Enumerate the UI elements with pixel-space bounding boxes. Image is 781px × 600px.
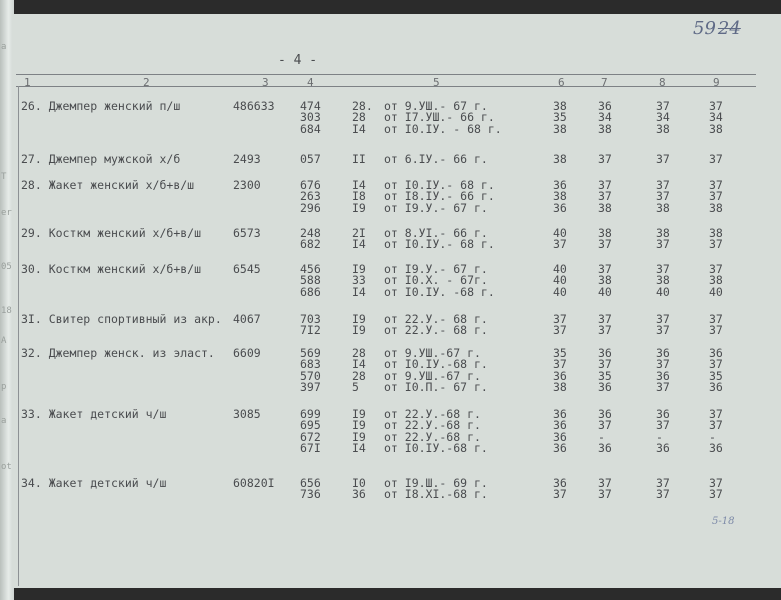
cell-col8: 37 — [656, 178, 670, 192]
cell-col4: 569 — [300, 346, 321, 360]
cell-qty: I9 — [352, 429, 366, 444]
row-item-name: 32. Джемпер женск. из эласт. — [21, 346, 215, 360]
column-header-3: 3 — [262, 76, 269, 89]
cell-qty: 2I — [352, 226, 366, 240]
cell-date: от 8.УI.- 66 г. — [384, 226, 488, 240]
cell-col9: 37 — [709, 189, 723, 204]
cell-col9: 37 — [709, 476, 723, 490]
cell-date: от I0.IУ.- 68 г. — [384, 178, 495, 192]
cell-col8: 37 — [656, 323, 670, 338]
cell-col4: 699 — [300, 407, 321, 421]
handwritten-sheet-number — [693, 18, 741, 39]
cell-date: от 9.УШ.- 67 г. — [384, 99, 488, 113]
cell-qty: I4 — [352, 178, 366, 192]
corner-note: 5-18 — [712, 516, 735, 527]
cell-date: от I9.У.- 67 г. — [384, 262, 488, 276]
cell-col4: 248 — [300, 226, 321, 240]
cell-col8: 36 — [656, 368, 670, 383]
cell-date: от I8.XI.-68 г. — [384, 487, 488, 502]
cell-col8: 38 — [656, 273, 670, 288]
spine-mark: a — [1, 42, 7, 52]
cell-col8: 36 — [656, 407, 670, 421]
column-header-6: 6 — [558, 76, 565, 89]
cell-qty: 28 — [352, 368, 366, 383]
cell-col4: 7I2 — [300, 323, 321, 338]
cell-col8: 37 — [656, 418, 670, 433]
spine-mark: ot — [1, 462, 12, 472]
cell-date: от I9.Ш.- 69 г. — [384, 476, 488, 490]
cell-col9: 37 — [709, 178, 723, 192]
row-article-code: 6545 — [233, 262, 261, 276]
cell-date: от I8.IУ.- 66 г. — [384, 189, 495, 204]
cell-qty: 28. — [352, 99, 373, 113]
cell-qty: I4 — [352, 440, 366, 455]
cell-col9: 37 — [709, 99, 723, 113]
cell-col9: 35 — [709, 368, 723, 383]
cell-col9: - — [709, 429, 716, 444]
row-article-code: 3085 — [233, 407, 261, 421]
cell-col6: 37 — [553, 323, 567, 338]
cell-col7: 36 — [598, 440, 612, 455]
cell-date: от I7.УШ.- 66 г. — [384, 110, 495, 125]
row-article-code: 2300 — [233, 178, 261, 192]
cell-col9: 38 — [709, 273, 723, 288]
cell-qty: I9 — [352, 312, 366, 326]
cell-col9: 37 — [709, 312, 723, 326]
cell-col8: 36 — [656, 346, 670, 360]
cell-col6: 40 — [553, 226, 567, 240]
cell-col6: 37 — [553, 237, 567, 252]
cell-col4: 296 — [300, 200, 321, 215]
cell-col6: 38 — [553, 121, 567, 136]
cell-date: от I0.Х. - 67г. — [384, 273, 488, 288]
cell-col6: 36 — [553, 418, 567, 433]
cell-col8: 37 — [656, 476, 670, 490]
cell-col9: 40 — [709, 284, 723, 299]
cell-col6: 36 — [553, 429, 567, 444]
cell-date: от I0.IУ. -68 г. — [384, 284, 495, 299]
cell-col8: 37 — [656, 262, 670, 276]
cell-qty: II — [352, 152, 366, 166]
column-header-5: 5 — [433, 76, 440, 89]
spine-mark: р — [1, 382, 7, 392]
cell-col6: 36 — [553, 200, 567, 215]
spine-mark: 05 — [1, 262, 12, 272]
cell-date: от 22.У.-68 г. — [384, 418, 481, 433]
cell-col7: 34 — [598, 110, 612, 125]
cell-col7: 37 — [598, 237, 612, 252]
sheet-number-prev: 24 — [717, 18, 741, 39]
cell-col9: 36 — [709, 346, 723, 360]
cell-col6: 40 — [553, 273, 567, 288]
cell-qty: I9 — [352, 323, 366, 338]
cell-date: от I0.IУ. - 68 г. — [384, 121, 502, 136]
cell-col8: 37 — [656, 189, 670, 204]
cell-col8: 38 — [656, 226, 670, 240]
cell-col9: 37 — [709, 418, 723, 433]
cell-date: от 22.У.- 68 г. — [384, 312, 488, 326]
cell-qty: I9 — [352, 418, 366, 433]
cell-col7: 37 — [598, 189, 612, 204]
cell-col7: 38 — [598, 226, 612, 240]
cell-col4: 397 — [300, 379, 321, 394]
spine-mark: 18 — [1, 306, 12, 316]
cell-col4: 672 — [300, 429, 321, 444]
cell-col4: 474 — [300, 99, 321, 113]
cell-col4: 057 — [300, 152, 321, 166]
cell-col7: 36 — [598, 407, 612, 421]
page-number: - 4 - — [278, 53, 318, 68]
row-item-name: 33. Жакет детский ч/ш — [21, 407, 167, 421]
cell-col9: 37 — [709, 237, 723, 252]
cell-qty: I8 — [352, 189, 366, 204]
cell-col7: 37 — [598, 312, 612, 326]
cell-col6: 40 — [553, 284, 567, 299]
cell-col7: 40 — [598, 284, 612, 299]
cell-qty: 33 — [352, 273, 366, 288]
cell-col7: 38 — [598, 121, 612, 136]
cell-date: от I0.IУ.-68 г. — [384, 357, 488, 372]
cell-col8: 40 — [656, 284, 670, 299]
cell-col4: 684 — [300, 121, 321, 136]
cell-col7: 37 — [598, 152, 612, 166]
cell-col9: 34 — [709, 110, 723, 125]
cell-col6: 38 — [553, 379, 567, 394]
cell-date: от I0.IУ.- 68 г. — [384, 237, 495, 252]
cell-col4: 686 — [300, 284, 321, 299]
cell-col9: 36 — [709, 440, 723, 455]
cell-col9: 38 — [709, 226, 723, 240]
cell-col6: 36 — [553, 178, 567, 192]
cell-col4: 67I — [300, 440, 321, 455]
cell-col6: 35 — [553, 346, 567, 360]
cell-col8: 38 — [656, 200, 670, 215]
cell-col8: 37 — [656, 99, 670, 113]
cell-col7: 36 — [598, 99, 612, 113]
cell-col8: 37 — [656, 379, 670, 394]
header-rule-top — [16, 74, 756, 75]
cell-col6: 38 — [553, 152, 567, 166]
cell-qty: 5 — [352, 379, 359, 394]
cell-col9: 37 — [709, 357, 723, 372]
row-item-name: 30. Косткм женский х/б+в/ш — [21, 262, 202, 276]
row-item-name: 26. Джемпер женский п/ш — [21, 99, 181, 113]
cell-qty: 36 — [352, 487, 366, 502]
row-item-name: 29. Косткм женский х/б+в/ш — [21, 226, 202, 240]
cell-col4: 695 — [300, 418, 321, 433]
cell-date: от I0.IУ.-68 г. — [384, 440, 488, 455]
cell-col9: 37 — [709, 262, 723, 276]
cell-date: от 22.У.-68 г. — [384, 407, 481, 421]
cell-col9: 37 — [709, 407, 723, 421]
cell-col7: 37 — [598, 357, 612, 372]
cell-col8: 36 — [656, 440, 670, 455]
cell-col8: 38 — [656, 121, 670, 136]
row-article-code: 6573 — [233, 226, 261, 240]
cell-date: от 22.У.- 68 г. — [384, 323, 488, 338]
cell-col8: 37 — [656, 237, 670, 252]
cell-col8: 37 — [656, 357, 670, 372]
cell-col7: 36 — [598, 346, 612, 360]
row-item-name: 3I. Свитер спортивный из акр. — [21, 312, 222, 326]
left-margin-line — [18, 86, 19, 586]
cell-col9: 37 — [709, 152, 723, 166]
cell-date: от I0.П.- 67 г. — [384, 379, 488, 394]
cell-col4: 676 — [300, 178, 321, 192]
row-article-code: 4067 — [233, 312, 261, 326]
header-rule-bottom — [16, 86, 756, 87]
row-item-name: 28. Жакет женский х/б+в/ш — [21, 178, 195, 192]
column-header-1: 1 — [24, 76, 31, 89]
spine-mark: T — [1, 172, 7, 182]
cell-date: от 22.У.-68 г. — [384, 429, 481, 444]
cell-col4: 736 — [300, 487, 321, 502]
column-header-9: 9 — [713, 76, 720, 89]
row-item-name: 34. Жакет детский ч/ш — [21, 476, 167, 490]
column-header-4: 4 — [307, 76, 314, 89]
cell-col6: 36 — [553, 407, 567, 421]
cell-col8: - — [656, 429, 663, 444]
cell-col8: 37 — [656, 312, 670, 326]
cell-col8: 37 — [656, 152, 670, 166]
cell-col6: 38 — [553, 189, 567, 204]
cell-col6: 36 — [553, 476, 567, 490]
cell-qty: I4 — [352, 357, 366, 372]
column-header-8: 8 — [659, 76, 666, 89]
cell-col4: 682 — [300, 237, 321, 252]
cell-col7: 36 — [598, 379, 612, 394]
cell-qty: I0 — [352, 476, 366, 490]
cell-col7: 37 — [598, 262, 612, 276]
cell-qty: I4 — [352, 284, 366, 299]
cell-col4: 656 — [300, 476, 321, 490]
cell-col6: 38 — [553, 99, 567, 113]
cell-col7: 37 — [598, 476, 612, 490]
cell-col4: 303 — [300, 110, 321, 125]
cell-col9: 38 — [709, 200, 723, 215]
cell-col8: 34 — [656, 110, 670, 125]
cell-col6: 37 — [553, 357, 567, 372]
cell-col9: 37 — [709, 323, 723, 338]
cell-col4: 683 — [300, 357, 321, 372]
cell-col7: 35 — [598, 368, 612, 383]
row-article-code: 2493 — [233, 152, 261, 166]
spine-mark: er — [1, 208, 12, 218]
cell-col9: 37 — [709, 487, 723, 502]
cell-qty: 28 — [352, 346, 366, 360]
cell-col6: 37 — [553, 312, 567, 326]
cell-qty: I9 — [352, 200, 366, 215]
row-article-code: 486633 — [233, 99, 275, 113]
cell-col6: 35 — [553, 110, 567, 125]
column-header-7: 7 — [601, 76, 608, 89]
cell-qty: 28 — [352, 110, 366, 125]
cell-date: от 9.УШ.-67 г. — [384, 346, 481, 360]
cell-col7: 38 — [598, 200, 612, 215]
cell-date: от 6.IУ.- 66 г. — [384, 152, 488, 166]
cell-col8: 37 — [656, 487, 670, 502]
row-item-name: 27. Джемпер мужской х/б — [21, 152, 181, 166]
cell-col6: 40 — [553, 262, 567, 276]
cell-col9: 36 — [709, 379, 723, 394]
cell-col7: 37 — [598, 487, 612, 502]
cell-qty: I4 — [352, 121, 366, 136]
spine-mark: А — [1, 336, 7, 346]
cell-col7: 37 — [598, 323, 612, 338]
row-article-code: 6609 — [233, 346, 261, 360]
spine-mark: a — [1, 416, 7, 426]
cell-col4: 588 — [300, 273, 321, 288]
row-article-code: 60820I — [233, 476, 275, 490]
column-header-2: 2 — [143, 76, 150, 89]
cell-col6: 36 — [553, 440, 567, 455]
cell-col4: 456 — [300, 262, 321, 276]
cell-date: от I9.У.- 67 г. — [384, 200, 488, 215]
cell-qty: I9 — [352, 407, 366, 421]
sheet-number: 59 — [693, 18, 716, 39]
cell-col4: 570 — [300, 368, 321, 383]
cell-col6: 36 — [553, 368, 567, 383]
cell-date: от 9.УШ.-67 г. — [384, 368, 481, 383]
cell-col7: 38 — [598, 273, 612, 288]
cell-col7: - — [598, 429, 605, 444]
cell-col9: 38 — [709, 121, 723, 136]
cell-col7: 37 — [598, 178, 612, 192]
cell-col7: 37 — [598, 418, 612, 433]
cell-qty: I9 — [352, 262, 366, 276]
cell-col6: 37 — [553, 487, 567, 502]
cell-col4: 703 — [300, 312, 321, 326]
cell-qty: I4 — [352, 237, 366, 252]
cell-col4: 263 — [300, 189, 321, 204]
